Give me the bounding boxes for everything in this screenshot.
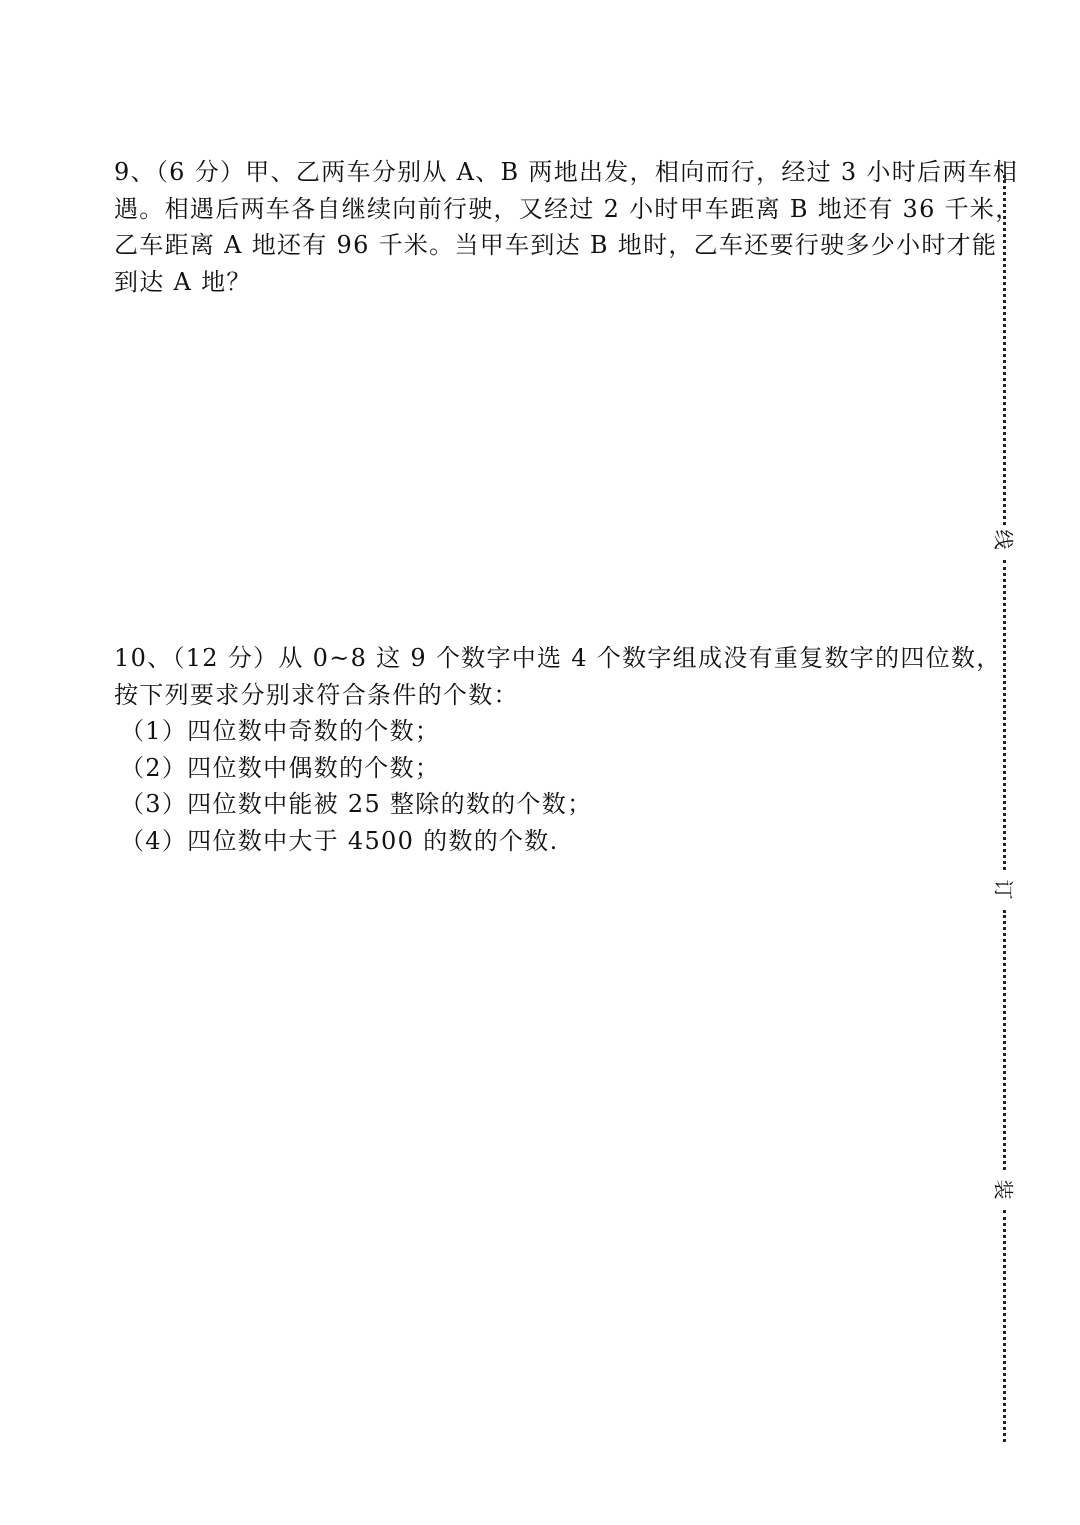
dotted-cut-line (1003, 175, 1006, 525)
binding-label-xian: 线 (991, 529, 1016, 550)
dotted-cut-line (1003, 560, 1006, 870)
subquestion-4: （4）四位数中大于 4500 的数的个数. (120, 826, 559, 855)
binding-label-zhuang: 装 (991, 1179, 1016, 1200)
problem-9-line: 9、（6 分）甲、乙两车分别从 A、B 两地出发，相向而行，经过 3 小时后两车相 (114, 158, 1019, 186)
subquestion-2: （2）四位数中偶数的个数； (120, 753, 441, 782)
problem-10-line: 10、（12 分）从 0~8 这 9 个数字中选 4 个数字组成没有重复数字的四位数， (114, 644, 1002, 672)
problem-10-line: 按下列要求分别求符合条件的个数： (114, 680, 519, 709)
binding-margin (985, 160, 1025, 1450)
problem-9-line: 到达 A 地？ (114, 267, 252, 296)
problem-10 (114, 640, 1002, 859)
problem-9-line: 乙车距离 A 地还有 96 千米。当甲车到达 B 地时，乙车还要行驶多少小时才能 (114, 231, 998, 259)
problem-9 (114, 154, 1021, 300)
subquestion-1: （1）四位数中奇数的个数； (120, 717, 441, 745)
problem-9-line: 遇。相遇后两车各自继续向前行驶，又经过 2 小时甲车距离 B 地还有 36 千米， (114, 194, 1021, 223)
dotted-cut-line (1003, 910, 1006, 1170)
binding-label-ding: 订 (991, 879, 1016, 900)
dotted-cut-line (1003, 1210, 1006, 1442)
subquestion-3: （3）四位数中能被 25 整除的数的个数； (120, 790, 593, 818)
